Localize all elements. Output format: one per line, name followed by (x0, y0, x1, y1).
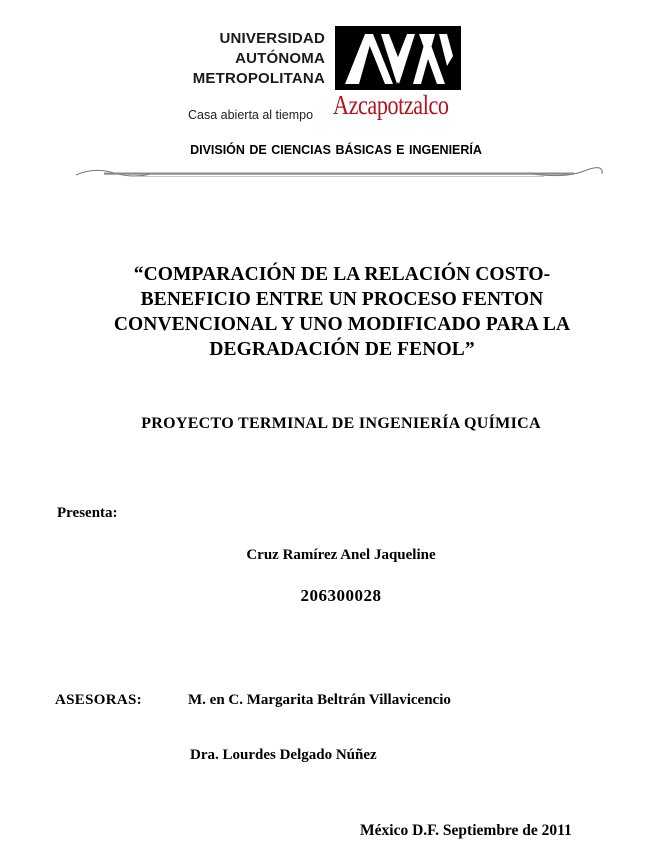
ornamental-divider (74, 163, 604, 185)
student-id: 206300028 (300, 586, 382, 605)
campus-name: Azcapotzalco (333, 90, 449, 120)
project-type: PROYECTO TERMINAL DE INGENIERÍA QUÍMICA (141, 415, 541, 432)
university-name-line-1: UNIVERSIDAD (219, 30, 325, 47)
university-tagline: Casa abierta al tiempo (188, 108, 314, 122)
title-line-3: CONVENCIONAL Y UNO MODIFICADO PARA LA (113, 314, 571, 335)
uam-logo-icon (335, 26, 461, 90)
presenta-label: Presenta: (57, 505, 118, 521)
thesis-title (70, 262, 614, 362)
author-name: Cruz Ramírez Anel Jaqueline (246, 547, 436, 563)
title-line-4: DEGRADACIÓN DE FENOL” (209, 339, 475, 360)
place-and-date: México D.F. Septiembre de 2011 (360, 822, 572, 839)
division-heading: DIVISIÓN DE CIENCIAS BÁSICAS E INGENIERÍA (190, 143, 482, 157)
advisor-name-1: M. en C. Margarita Beltrán Villavicencio (188, 692, 451, 708)
advisors-label: ASESORAS: (55, 692, 142, 708)
title-line-1: “COMPARACIÓN DE LA RELACIÓN COSTO- (133, 264, 551, 285)
university-name-line-3: METROPOLITANA (192, 70, 325, 87)
advisor-name-2: Dra. Lourdes Delgado Núñez (190, 747, 377, 763)
university-name-line-2: AUTÓNOMA (235, 50, 325, 67)
title-line-2: BENEFICIO ENTRE UN PROCESO FENTON (140, 289, 544, 310)
